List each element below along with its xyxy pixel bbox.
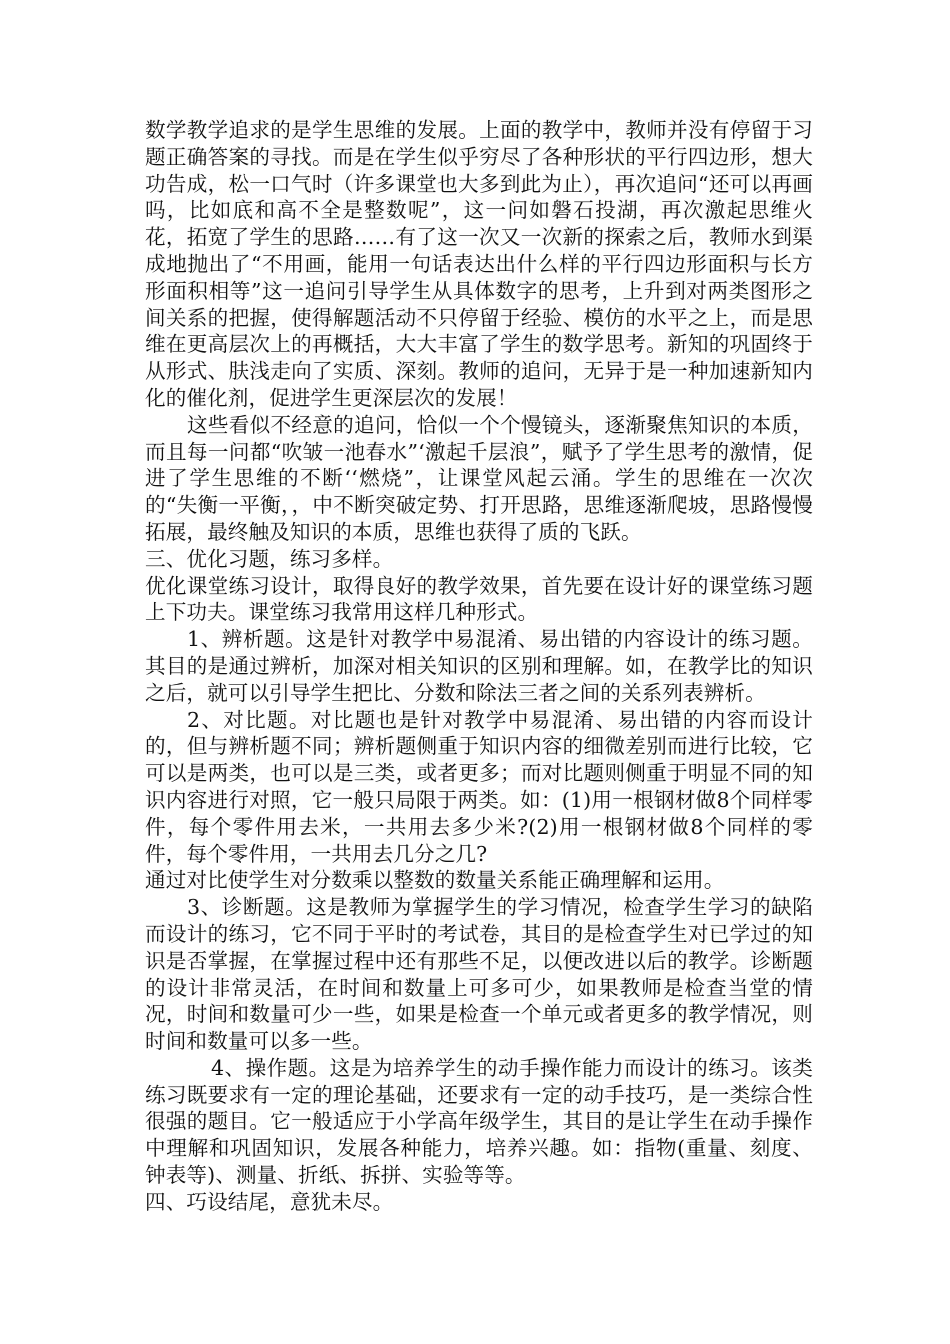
paragraph-exercise-design: 优化课堂练习设计，取得良好的教学效果，首先要在设计好的课堂练习题上下功夫。课堂练习我常用这样几种形式。 (145, 573, 813, 625)
paragraph-discrimination-questions: 1、辨析题。这是针对教学中易混淆、易出错的内容设计的练习题。其目的是通过辨析，加深对相关知识的区别和理解。如，在教学比的知识之后，就可以引导学生把比、分数和除法三者之间的关系列表辨析。 (145, 627, 813, 705)
paragraph-operation-questions: 4、操作题。这是为培养学生的动手操作能力而设计的练习。该类练习既要求有一定的理论基础，还要求有一定的动手技巧，是一类综合性很强的题目。它一般适应于小学高年级学生，其目的是让学生在动手操作中理解和巩固知识，发展各种能力，培养兴趣。如：指物(重量、刻度、钟表等)、测量、折纸、拆拼、实验等等。 (145, 1055, 813, 1188)
paragraph-comparison-questions: 2、对比题。对比题也是针对教学中易混淆、易出错的内容而设计的，但与辨析题不同；辨析题侧重于知识内容的细微差别而进行比较，它可以是两类，也可以是三类，或者更多；而对比题则侧重于明显不同的知识内容进行对照，它一般只局限于两类。如：(1)用一根钢材做8个同样零件，每个零件用去米，一共用去多少米?(2)用一根钢材做8个同样的零件，每个零件用，一共用去几分之几? (145, 707, 813, 866)
paragraph-thinking-development: 数学教学追求的是学生思维的发展。上面的教学中，教师并没有停留于习题正确答案的寻找。而是在学生似乎穷尽了各种形状的平行四边形，想大功告成，松一口气时（许多课堂也大多到此为止），再次追问“还可以再画吗，比如底和高不全是整数呢”，这一问如磐石投湖，再次激起思维火花，拓宽了学生的思路……有了这一次又一次新的探索之后，教师水到渠成地抛出了“不用画，能用一句话表达出什么样的平行四边形面积与长方形面积相等”这一追问引导学生从具体数字的思考，上升到对两类图形之间关系的把握，使得解题活动不只停留于经验、模仿的水平之上，而是思维在更高层次上的再概括，大大丰富了学生的数学思考。新知的巩固终于从形式、肤浅走向了实质、深刻。教师的追问，无异于是一种加速新知内化的催化剂，促进学生更深层次的发展！ (145, 118, 813, 410)
paragraph-comparison-summary: 通过对比使学生对分数乘以整数的数量关系能正确理解和运用。 (145, 868, 725, 893)
section-heading-clever-ending: 四、巧设结尾，意犹未尽。 (145, 1189, 394, 1214)
section-heading-optimize-exercises: 三、优化习题，练习多样。 (145, 546, 394, 571)
document-body (145, 117, 813, 1216)
paragraph-follow-up-questions: 这些看似不经意的追问，恰似一个个慢镜头，逐渐聚焦知识的本质，而且每一问都“吹皱一池春水”‘激起千层浪”，赋予了学生思考的激情，促进了学生思维的不断‘‘燃烧”，让课堂风起云涌。学生的思维在一次次的“失衡一平衡，，中不断突破定势、打开思路，思维逐渐爬坡，思路慢慢拓展，最终触及知识的本质，思维也获得了质的飞跃。 (145, 412, 813, 544)
paragraph-diagnostic-questions: 3、诊断题。这是教师为掌握学生的学习情况，检查学生学习的缺陷而设计的练习，它不同于平时的考试卷，其目的是检查学生对已学过的知识是否掌握，在掌握过程中还有那些不足，以便改进以后的教学。诊断题的设计非常灵活，在时间和数量上可多可少，如果教师是检查当堂的情况，时间和数量可少一些，如果是检查一个单元或者更多的教学情况，则时间和数量可以多一些。 (145, 895, 813, 1054)
